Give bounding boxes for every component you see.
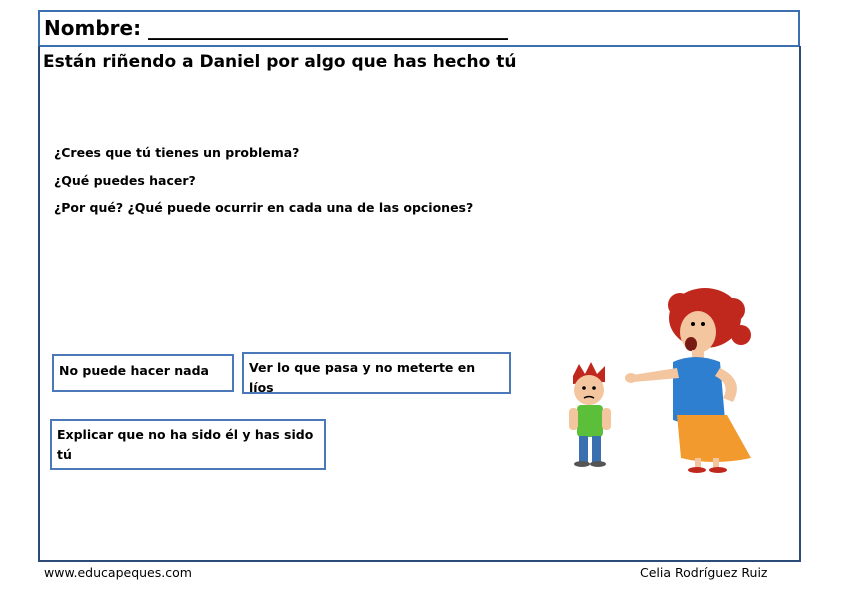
question-3: ¿Por qué? ¿Qué puede ocurrir en cada una de las opciones? (54, 200, 474, 215)
option-box-3[interactable] (50, 419, 326, 470)
woman-figure (625, 288, 751, 473)
option-box-1[interactable] (52, 354, 234, 392)
option-2-text: Ver lo que pasa y no meterte en líos (249, 360, 476, 395)
option-3-text: Explicar que no ha sido él y has sido tú (57, 427, 314, 462)
boy-figure (569, 362, 611, 467)
worksheet-title: Están riñendo a Daniel por algo que has hecho tú (43, 52, 517, 72)
scolding-illustration (555, 280, 765, 475)
question-1: ¿Crees que tú tienes un problema? (54, 145, 300, 160)
footer-author: Celia Rodríguez Ruiz (640, 565, 768, 580)
footer-website: www.educapeques.com (44, 565, 192, 580)
option-box-2[interactable] (242, 352, 511, 394)
question-2: ¿Qué puedes hacer? (54, 173, 196, 188)
option-1-text: No puede hacer nada (59, 363, 209, 378)
name-field-box[interactable] (38, 10, 800, 47)
name-label: Nombre: ____________________________________ (44, 16, 509, 40)
